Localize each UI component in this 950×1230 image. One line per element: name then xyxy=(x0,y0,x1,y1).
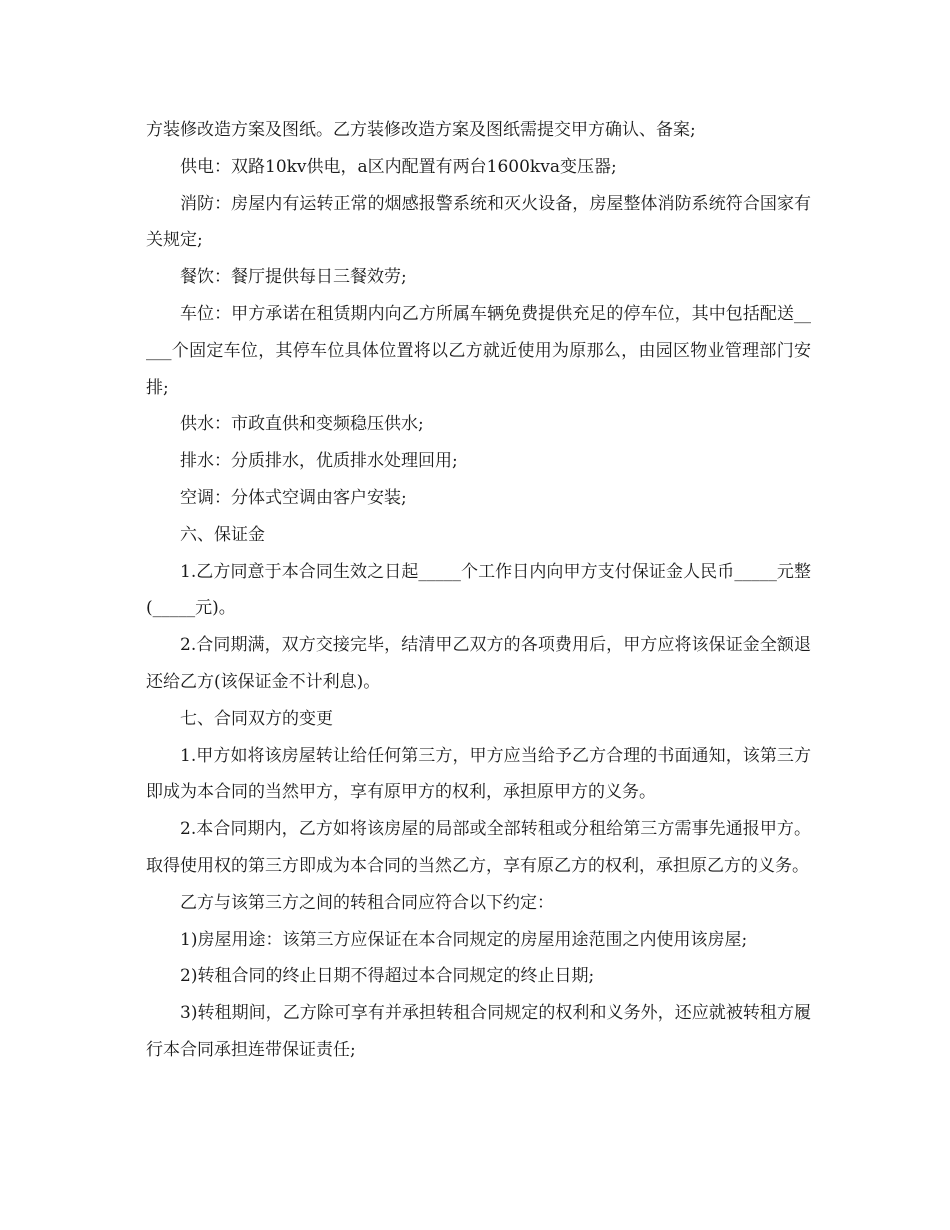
section-heading-deposit: 六、保证金 xyxy=(180,524,265,545)
paragraph-air-conditioning: 空调：分体式空调由客户安装; xyxy=(180,487,407,508)
list-item-sublease-2: 2)转租合同的终止日期不得超过本合同规定的终止日期; xyxy=(180,966,595,987)
paragraph-changes-1: 1.甲方如将该房屋转让给任何第三方，甲方应当给予乙方合理的书面通知，该第三方即成为本合同的当然甲方，享有原甲方的权利，承担原甲方的义务。 xyxy=(146,745,811,803)
paragraph-water-supply: 供水：市政直供和变频稳压供水; xyxy=(180,414,424,435)
section-heading-changes: 七、合同双方的变更 xyxy=(180,708,333,729)
paragraph-deposit-1: 1.乙方同意于本合同生效之日起_____个工作日内向甲方支付保证金人民币_____元整(_____元)。 xyxy=(146,561,811,619)
paragraph-sublease-intro: 乙方与该第三方之间的转租合同应符合以下约定： xyxy=(180,892,554,913)
paragraph-fire-protection: 消防：房屋内有运转正常的烟感报警系统和灭火设备，房屋整体消防系统符合国家有关规定; xyxy=(146,193,811,251)
paragraph: 方装修改造方案及图纸。乙方装修改造方案及图纸需提交甲方确认、备案; xyxy=(146,120,696,140)
paragraph-changes-2: 2.本合同期内，乙方如将该房屋的局部或全部转租或分租给第三方需事先通报甲方。取得使用权的第三方即成为本合同的当然乙方，享有原乙方的权利，承担原乙方的义务。 xyxy=(146,819,811,876)
paragraph-catering: 餐饮：餐厅提供每日三餐效劳; xyxy=(180,267,407,288)
paragraph-drainage: 排水：分质排水，优质排水处理回用; xyxy=(180,451,458,472)
paragraph-power-supply: 供电：双路10kv供电，a区内配置有两台1600kva变压器; xyxy=(180,156,617,177)
list-item-sublease-3: 3)转租期间，乙方除可享有并承担转租合同规定的权利和义务外，还应就被转租方履行本合同承担连带保证责任; xyxy=(146,1003,811,1060)
document-body xyxy=(146,112,811,1069)
list-item-sublease-1: 1)房屋用途：该第三方应保证在本合同规定的房屋用途范围之内使用该房屋; xyxy=(180,929,748,950)
paragraph-deposit-2: 2.合同期满，双方交接完毕，结清甲乙双方的各项费用后，甲方应将该保证金全额退还给乙方(该保证金不计利息)。 xyxy=(146,635,811,692)
paragraph-parking: 车位：甲方承诺在租赁期内向乙方所属车辆免费提供充足的停车位，其中包括配送_____个固定车位，其停车位具体位置将以乙方就近使用为原那么，由园区物业管理部门安排; xyxy=(146,303,811,398)
